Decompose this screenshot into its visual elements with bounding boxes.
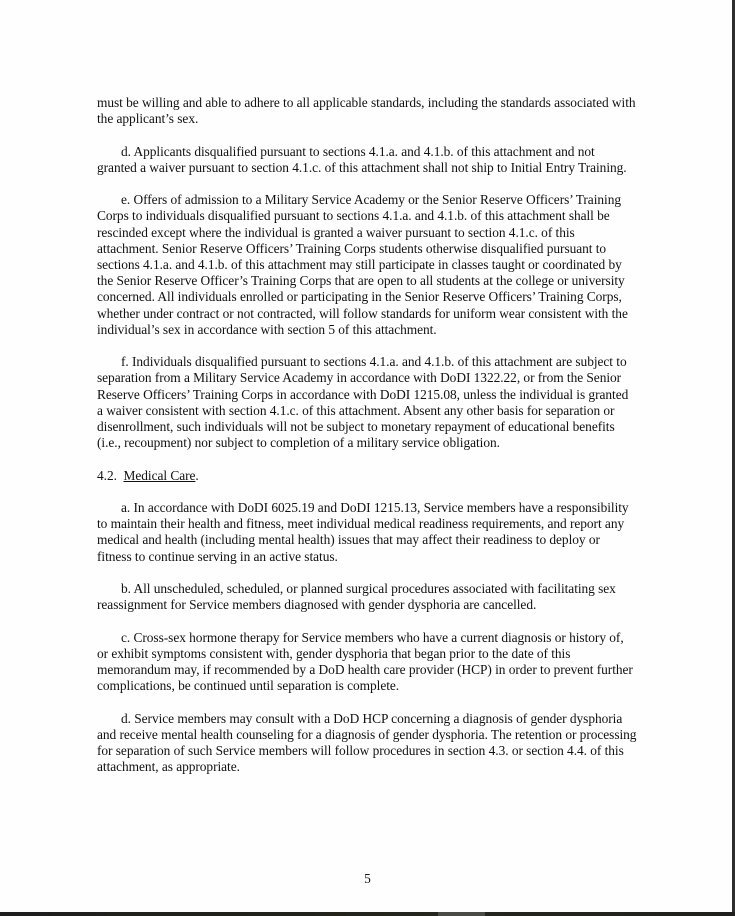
paragraph-c-continued: must be willing and able to adhere to all applicable standards, including the standards associated with the applicant’s sex.: [97, 95, 636, 127]
section-title: Medical Care: [123, 467, 196, 483]
section-heading-medical-care: [97, 468, 637, 484]
medical-paragraph-a: a. In accordance with DoDI 6025.19 and DoDI 1215.13, Service members have a responsibility to maintain their health and fitness, meet individual medical readiness requirements, and report any medical and health (including mental health) issues that may affect their readiness to deploy or fitness to continue serving in an active status.: [97, 500, 629, 564]
page-number: 5: [364, 871, 371, 886]
page-content: [97, 95, 637, 792]
section-title-suffix: .: [195, 467, 199, 483]
medical-paragraph-d: d. Service members may consult with a DoD HCP concerning a diagnosis of gender dysphoria and receive mental health counseling for a diagnosis of gender dysphoria. The retention or processing for separation of such Service members will follow procedures in section 4.3. or section 4.4. of this attachment, as appropriate.: [97, 710, 637, 775]
horizontal-scrollbar-thumb[interactable]: [438, 912, 485, 916]
medical-paragraph-b: b. All unscheduled, scheduled, or planned surgical procedures associated with facilitating sex reassignment for Service members diagnosed with gender dysphoria are cancelled.: [97, 581, 616, 613]
paragraph-d: d. Applicants disqualified pursuant to sections 4.1.a. and 4.1.b. of this attachment and not granted a waiver pursuant to section 4.1.c. of this attachment shall not ship to Initial Entry Training.: [97, 143, 627, 175]
section-number: 4.2.: [97, 467, 117, 483]
paragraph-e: e. Offers of admission to a Military Service Academy or the Senior Reserve Officers’ Training Corps to individuals disqualified pursuant to sections 4.1.a. and 4.1.b. of this attachment shall be rescinded except where the individual is granted a waiver pursuant to section 4.1.c. of this attachment. Senior Reserve Officers’ Training Corps students otherwise disqualified pursuant to sections 4.1.a. and 4.1.b. of this attachment may still participate in classes taught or coordinated by the Senior Reserve Officer’s Training Corps that are open to all students at the college or university concerned. All individuals enrolled or participating in the Senior Reserve Officers’ Training Corps, whether under contract or not contracted, will follow standards for uniform wear consistent with the individual’s sex in accordance with section 5 of this attachment.: [97, 192, 628, 337]
paragraph-f: f. Individuals disqualified pursuant to sections 4.1.a. and 4.1.b. of this attachment are subject to separation from a Military Service Academy in accordance with DoDI 1322.22, or from the Senior Reserve Officers’ Training Corps in accordance with DoDI 1215.08, unless the individual is granted a waiver consistent with section 4.1.c. of this attachment. Absent any other basis for separation or disenrollment, such individuals will not be subject to monetary repayment of educational benefits (i.e., recoupment) nor subject to completion of a military service obligation.: [97, 354, 629, 451]
medical-paragraph-c: c. Cross-sex hormone therapy for Service members who have a current diagnosis or history of, or exhibit symptoms consistent with, gender dysphoria that began prior to the date of this memorandum may, if recommended by a DoD health care provider (HCP) in order to prevent further complications, be continued until separation is complete.: [97, 629, 633, 694]
horizontal-scrollbar-track[interactable]: [0, 912, 735, 916]
